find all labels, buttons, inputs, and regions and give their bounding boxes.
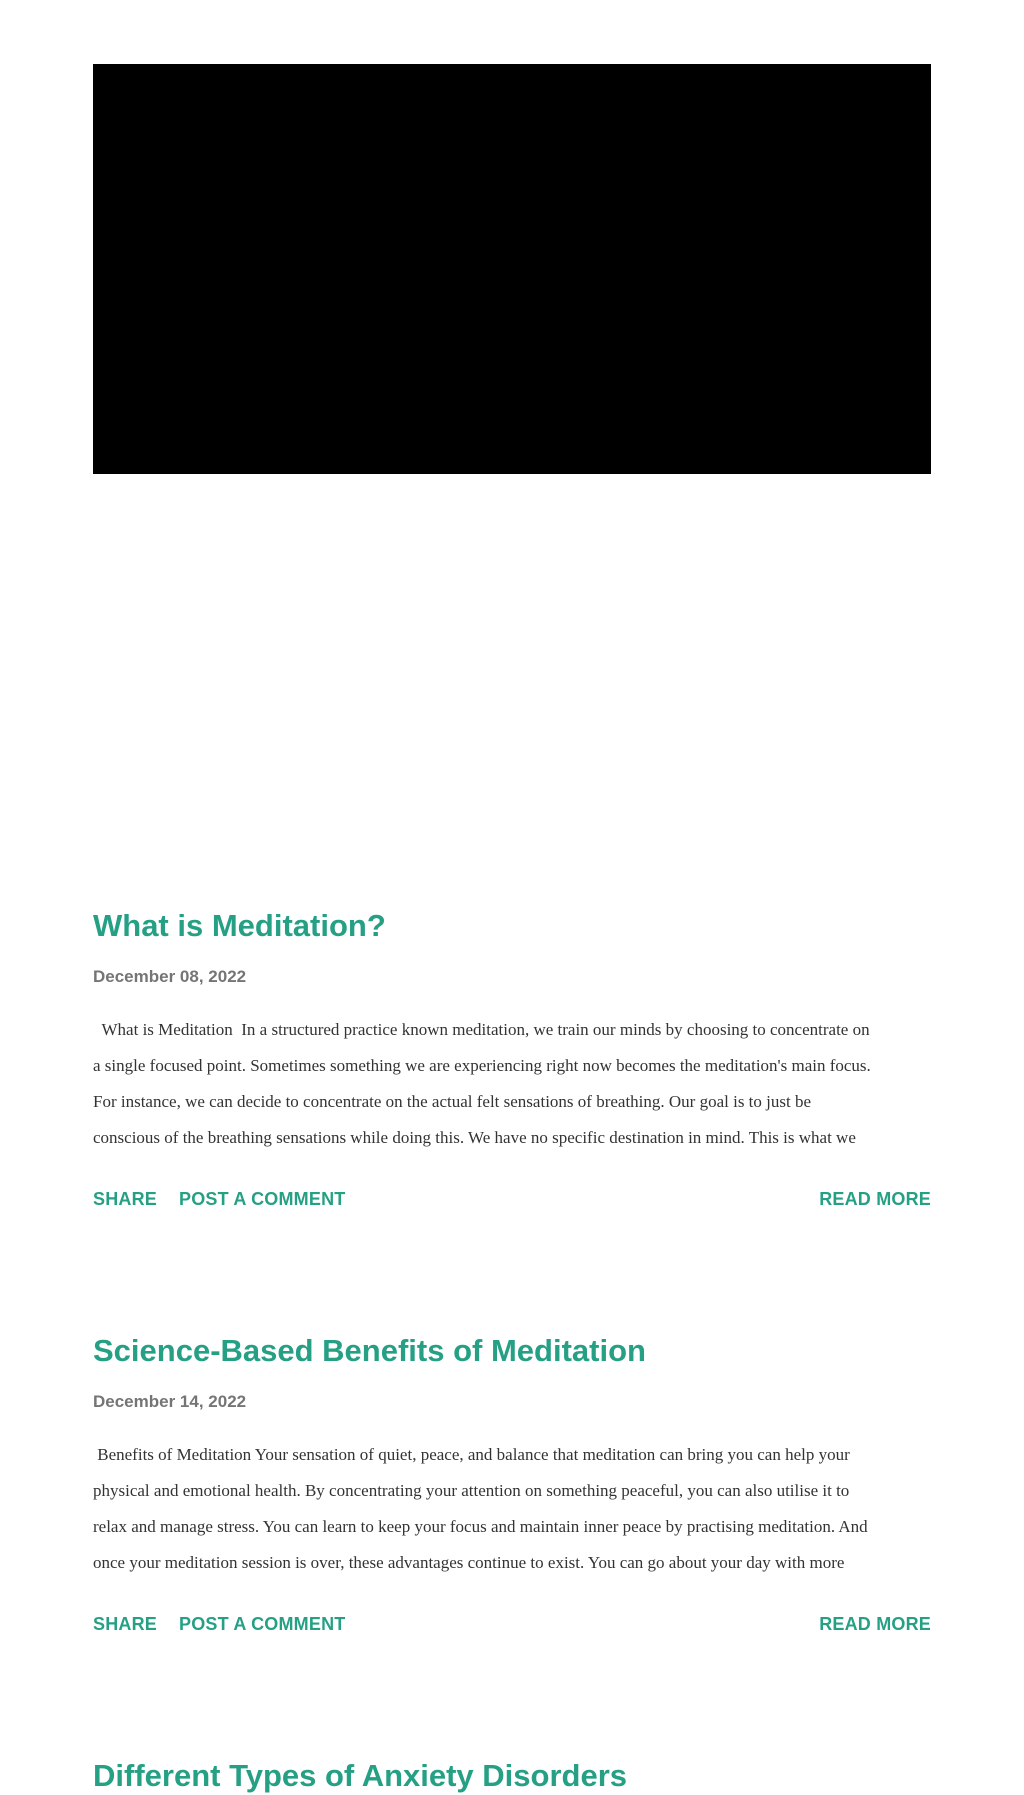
share-button[interactable]: SHARE [93,1614,158,1634]
blog-feed [93,64,931,1793]
snippet-line: Benefits of Meditation Your sensation of quiet, peace, and balance that meditation can bring you can help your [93,1445,850,1464]
snippet-line: relax and manage stress. You can learn to keep your focus and maintain inner peace by practising meditation. And [93,1517,868,1536]
snippet-line: What is Meditation In a structured practice known meditation, we train our minds by choosing to concentrate on [93,1020,870,1039]
snippet-line: conscious of the breathing sensations while doing this. We have no specific destination in mind. This is what we [93,1128,856,1147]
snippet-line: For instance, we can decide to concentrate on the actual felt sensations of breathing. Our goal is to just be [93,1092,812,1111]
post-comment-button[interactable]: POST A COMMENT [179,1614,346,1634]
read-more-link[interactable]: READ MORE [819,1189,931,1209]
post-actions [93,1613,931,1635]
post-comment-button[interactable]: POST A COMMENT [179,1189,346,1209]
post-actions [93,1188,931,1210]
post-title-link[interactable]: What is Meditation? [93,908,386,943]
snippet-line: once your meditation session is over, these advantages continue to exist. You can go about your day with more [93,1553,845,1572]
share-button[interactable]: SHARE [93,1189,158,1209]
snippet-line: a single focused point. Sometimes something we are experiencing right now becomes the meditation's main focus. [93,1056,871,1075]
post-snippet [93,1437,868,1581]
post-date: December 08, 2022 [93,967,247,986]
snippet-line: physical and emotional health. By concentrating your attention on something peaceful, you can also utilise it to [93,1481,850,1500]
read-more-link[interactable]: READ MORE [819,1614,931,1634]
post-title-link[interactable]: Different Types of Anxiety Disorders [93,1758,628,1793]
post-snippet [93,1012,871,1156]
post-date: December 14, 2022 [93,1392,247,1411]
featured-video-thumbnail[interactable] [93,64,931,474]
post-title-link[interactable]: Science-Based Benefits of Meditation [93,1333,646,1368]
